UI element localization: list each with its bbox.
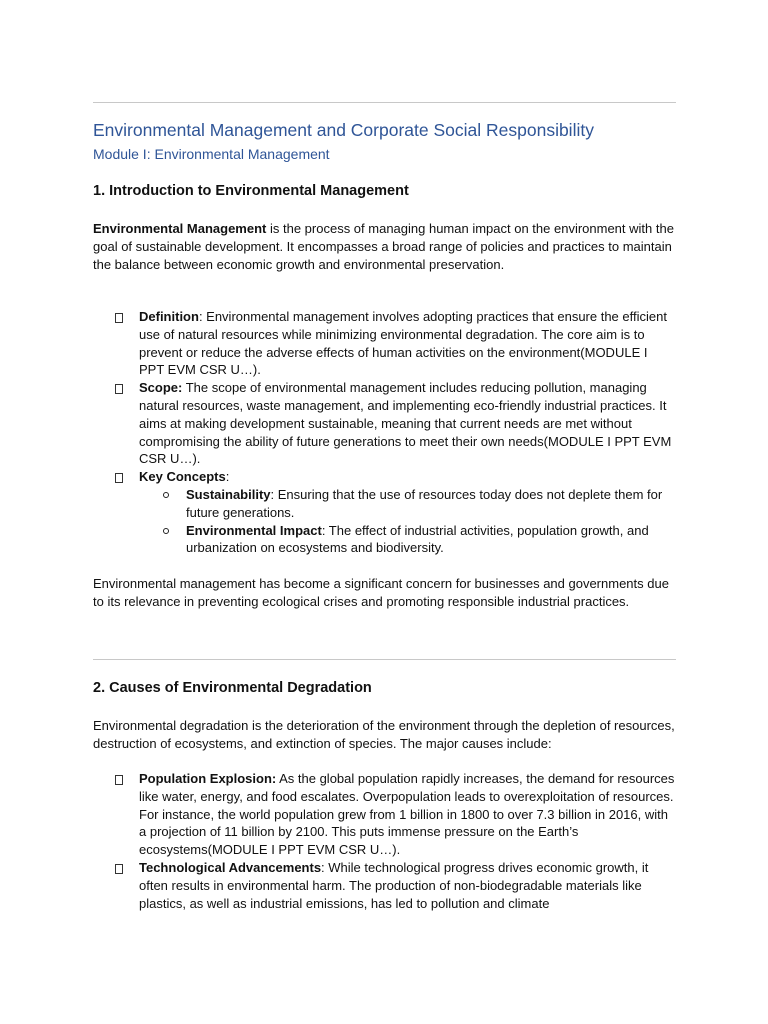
bullet-text: : Environmental management involves adopting practices that ensure the efficient use of natural resources while minimizing environmental degradation. The core aim is to prevent or reduce the adverse effects of human activities on the environment(MODULE I PPT EVM CSR U…). xyxy=(139,309,667,378)
subbullet-text: : Ensuring that the use of resources today does not deplete them for future generations. xyxy=(186,486,663,520)
bullet-text: As the global population rapidly increases, the demand for resources like water, energy, and food escalates. Overpopulation leads to overexploitation of resources. For instance, the world population grew from 1 billion in 1800 to over 7.3 billion in 2016, with a projection of 11 billion by 2100. This puts immense pressure on the Earth’s ecosystems(MODULE I PPT EVM CSR U…). xyxy=(139,771,675,858)
bullet-term: Definition xyxy=(139,309,199,324)
checkbox-bullet-icon xyxy=(115,473,123,483)
intro-text: is the process of managing human impact on the environment with the goal of sustainable development. It encompasses a broad range of policies and practices to maintain the balance between economic growth and environmental preservation. xyxy=(93,221,674,272)
top-divider xyxy=(93,102,676,103)
bullet-term: Scope: xyxy=(139,380,183,396)
section-1-intro xyxy=(93,220,676,273)
bullet-scope xyxy=(93,379,676,468)
bullet-population-explosion xyxy=(93,770,676,859)
section-1-bullet-list xyxy=(93,308,676,557)
bullet-text: : xyxy=(225,469,230,485)
circle-bullet-icon xyxy=(163,492,169,498)
subbullet-environmental-impact xyxy=(139,522,676,558)
section-1-heading: 1. Introduction to Environmental Management xyxy=(93,183,409,199)
section-divider xyxy=(93,659,676,660)
intro-term: Environmental Management xyxy=(93,221,267,236)
bullet-text: : While technological progress drives economic growth, it often results in environmental harm. The production of non-biodegradable materials like plastics, as well as industrial emissions, has led to pollution and climate xyxy=(139,859,649,911)
bullet-term: Key Concepts xyxy=(139,469,226,485)
bullet-text: The scope of environmental management includes reducing pollution, managing natural resources, waste management, and implementing eco-friendly industrial practices. It aims at making development sustainable, meaning that current needs are met without compromising the ability of future generations to meet their own needs(MODULE I PPT EVM CSR U…). xyxy=(139,380,672,467)
checkbox-bullet-icon xyxy=(115,384,123,394)
bullet-term: Technological Advancements xyxy=(139,859,322,875)
bullet-technological-advancements xyxy=(93,859,676,912)
bullet-definition xyxy=(93,308,676,379)
checkbox-bullet-icon xyxy=(115,864,123,874)
section-2-heading: 2. Causes of Environmental Degradation xyxy=(93,680,372,696)
key-concepts-sublist xyxy=(139,486,676,557)
checkbox-bullet-icon xyxy=(115,313,123,323)
subbullet-term: Environmental Impact xyxy=(186,522,322,538)
subbullet-sustainability xyxy=(139,486,676,522)
bullet-term: Population Explosion: xyxy=(139,771,277,786)
subbullet-term: Sustainability xyxy=(186,486,271,502)
checkbox-bullet-icon xyxy=(115,775,123,785)
section-1-closing: Environmental management has become a significant concern for businesses and governments due to its relevance in preventing ecological crises and promoting responsible industrial practices. xyxy=(93,576,669,609)
section-2-intro: Environmental degradation is the deterioration of the environment through the depletion of resources, destruction of ecosystems, and extinction of species. The major causes include: xyxy=(93,718,675,751)
circle-bullet-icon xyxy=(163,528,169,534)
bullet-key-concepts xyxy=(93,468,676,557)
document-title: Environmental Management and Corporate Social Responsibility xyxy=(93,120,594,140)
module-subtitle: Module I: Environmental Management xyxy=(93,146,330,162)
section-2-bullet-list xyxy=(93,770,676,912)
subbullet-text: : The effect of industrial activities, population growth, and urbanization on ecosystems and biodiversity. xyxy=(186,522,649,556)
